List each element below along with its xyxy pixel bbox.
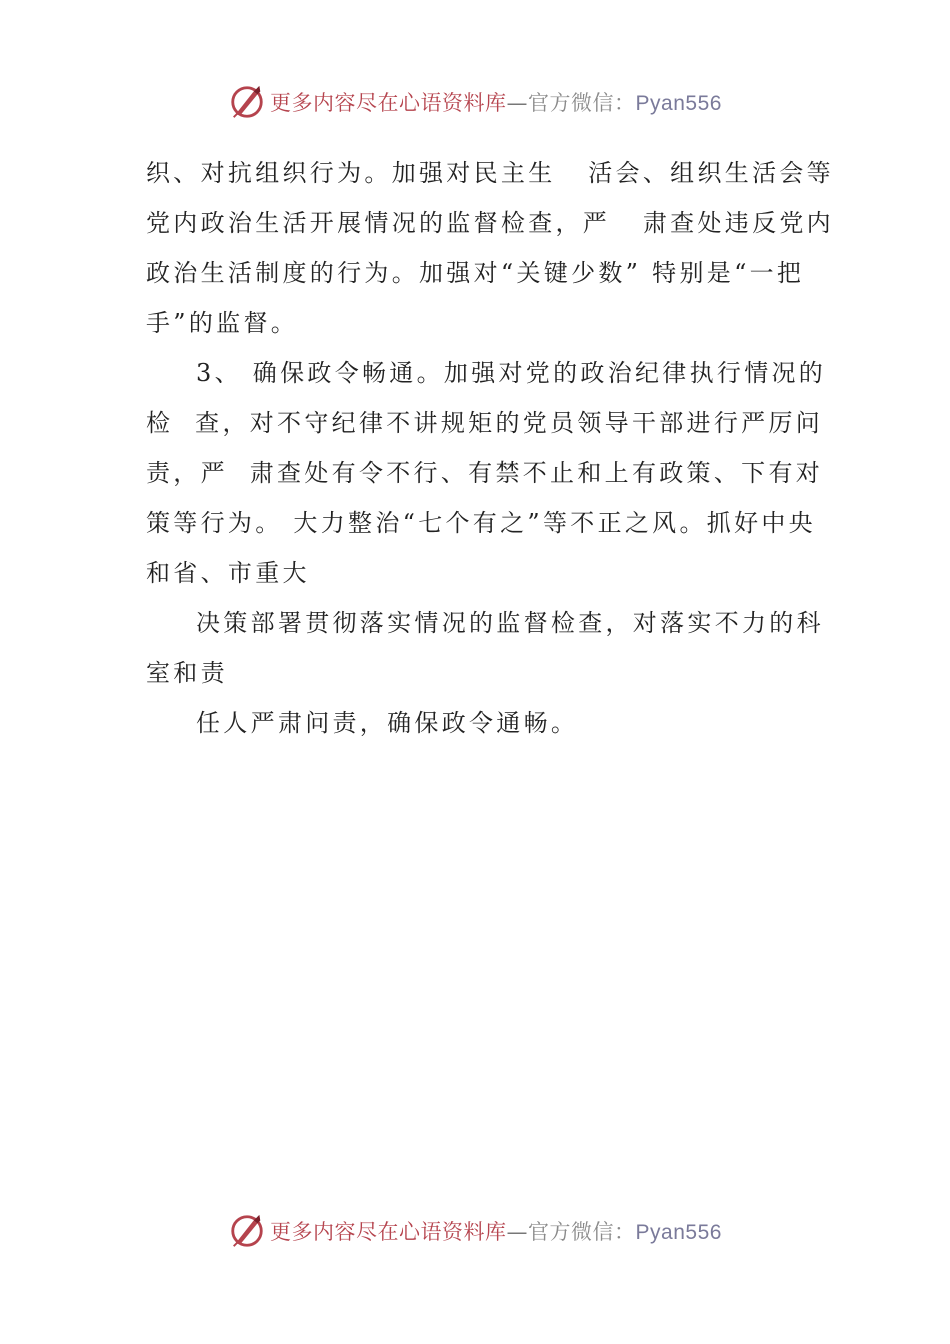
body-line: 室和责 xyxy=(146,659,228,687)
footer-separator: — xyxy=(506,1220,529,1244)
body-line: 党内政治生活开展情况的监督检查，严 肃查处违反党内 xyxy=(146,209,834,237)
body-line: 手”的监督。 xyxy=(146,309,299,337)
footer-site-text: 更多内容尽在心语资料库 xyxy=(270,1220,507,1244)
body-line: 策等行为。 大力整治“七个有之”等不正之风。抓好中央 xyxy=(146,509,816,537)
footer-account: Pyan556 xyxy=(635,1221,722,1244)
header-wechat-label: 官方微信： xyxy=(528,91,636,115)
body-line: 3、 确保政令畅通。加强对党的政治纪律执行情况的 xyxy=(196,359,827,387)
header-site-text: 更多内容尽在心语资料库 xyxy=(270,91,507,115)
quill-pen-logo-icon xyxy=(228,1212,266,1250)
body-line: 织、对抗组织行为。加强对民主生 活会、组织生活会等 xyxy=(146,159,834,187)
header-separator: — xyxy=(506,91,529,115)
document-body xyxy=(146,148,834,748)
header-text xyxy=(270,87,722,117)
body-line: 检 查，对不守纪律不讲规矩的党员领导干部进行严厉问 xyxy=(146,409,824,437)
footer-text xyxy=(270,1216,722,1246)
body-line: 和省、市重大 xyxy=(146,559,310,587)
body-line: 决策部署贯彻落实情况的监督检查，对落实不力的科 xyxy=(196,609,824,637)
body-line: 政治生活制度的行为。加强对“关键少数” 特别是“一把 xyxy=(146,259,805,287)
header-account: Pyan556 xyxy=(635,92,722,115)
body-line: 任人严肃问责，确保政令通畅。 xyxy=(196,709,579,737)
body-line: 责，严 肃查处有令不行、有禁不止和上有政策、下有对 xyxy=(146,459,824,487)
header-banner xyxy=(0,82,950,122)
quill-pen-logo-icon xyxy=(228,83,266,121)
footer-wechat-label: 官方微信： xyxy=(528,1220,636,1244)
footer-banner xyxy=(0,1211,950,1251)
